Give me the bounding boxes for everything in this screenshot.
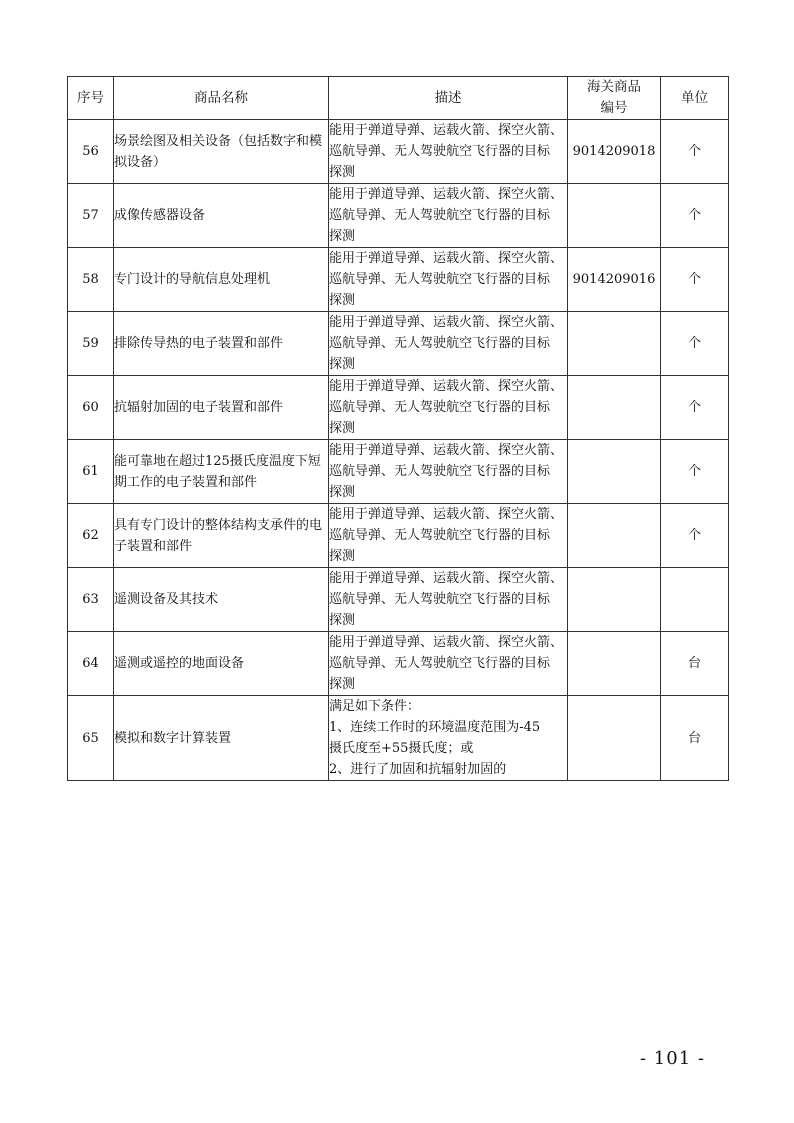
table-row xyxy=(68,440,729,504)
description-line: 探测 xyxy=(329,485,356,500)
description-line: 巡航导弹、无人驾驶航空飞行器的目标 xyxy=(329,272,551,287)
header-goods-name: 商品名称 xyxy=(114,77,329,120)
cell-goods-name: 模拟和数字计算装置 xyxy=(114,696,329,781)
description-line: 探测 xyxy=(329,421,356,436)
header-description: 描述 xyxy=(329,77,568,120)
description-line: 巡航导弹、无人驾驶航空飞行器的目标 xyxy=(329,144,551,159)
description-line: 能用于弹道导弹、运载火箭、探空火箭、 xyxy=(329,187,564,202)
cell-description xyxy=(329,440,568,504)
header-customs-code xyxy=(568,77,661,120)
table-row xyxy=(68,248,729,312)
cell-description xyxy=(329,568,568,632)
cell-customs-code xyxy=(568,696,661,781)
cell-serial-number: 57 xyxy=(68,184,114,248)
cell-customs-code xyxy=(568,184,661,248)
cell-unit: 个 xyxy=(661,184,729,248)
cell-customs-code xyxy=(568,440,661,504)
table-row xyxy=(68,184,729,248)
cell-goods-name: 专门设计的导航信息处理机 xyxy=(114,248,329,312)
cell-serial-number: 61 xyxy=(68,440,114,504)
cell-goods-name: 排除传导热的电子装置和部件 xyxy=(114,312,329,376)
cell-serial-number: 60 xyxy=(68,376,114,440)
description-line: 探测 xyxy=(329,165,356,180)
table-row xyxy=(68,696,729,781)
table-row xyxy=(68,568,729,632)
cell-unit: 台 xyxy=(661,632,729,696)
cell-customs-code xyxy=(568,312,661,376)
cell-unit: 个 xyxy=(661,312,729,376)
description-line: 巡航导弹、无人驾驶航空飞行器的目标 xyxy=(329,528,551,543)
description-line: 能用于弹道导弹、运载火箭、探空火箭、 xyxy=(329,571,564,586)
cell-description xyxy=(329,312,568,376)
description-line: 1、连续工作时的环境温度范围为-45 xyxy=(329,720,541,735)
description-line: 摄氏度至+55摄氏度；或 xyxy=(329,741,474,756)
description-line: 能用于弹道导弹、运载火箭、探空火箭、 xyxy=(329,123,564,138)
table-row xyxy=(68,120,729,184)
page-number: - 101 - xyxy=(640,1048,705,1069)
description-line: 能用于弹道导弹、运载火箭、探空火箭、 xyxy=(329,635,564,650)
cell-unit xyxy=(661,568,729,632)
table-header xyxy=(68,77,729,120)
cell-unit: 个 xyxy=(661,440,729,504)
goods-catalog-table xyxy=(67,76,729,781)
table-row xyxy=(68,632,729,696)
cell-serial-number: 59 xyxy=(68,312,114,376)
cell-goods-name: 具有专门设计的整体结构支承件的电子装置和部件 xyxy=(114,504,329,568)
cell-serial-number: 56 xyxy=(68,120,114,184)
cell-description xyxy=(329,120,568,184)
description-line: 巡航导弹、无人驾驶航空飞行器的目标 xyxy=(329,464,551,479)
description-line: 2、进行了加固和抗辐射加固的 xyxy=(329,762,507,777)
table-body xyxy=(68,120,729,781)
description-line: 探测 xyxy=(329,677,356,692)
cell-serial-number: 65 xyxy=(68,696,114,781)
cell-customs-code xyxy=(568,376,661,440)
description-line: 巡航导弹、无人驾驶航空飞行器的目标 xyxy=(329,400,551,415)
description-line: 探测 xyxy=(329,549,356,564)
description-line: 能用于弹道导弹、运载火箭、探空火箭、 xyxy=(329,379,564,394)
cell-description xyxy=(329,376,568,440)
description-line: 探测 xyxy=(329,293,356,308)
cell-goods-name: 遥测设备及其技术 xyxy=(114,568,329,632)
description-line: 能用于弹道导弹、运载火箭、探空火箭、 xyxy=(329,443,564,458)
header-serial-number: 序号 xyxy=(68,77,114,120)
description-line: 能用于弹道导弹、运载火箭、探空火箭、 xyxy=(329,507,564,522)
header-unit: 单位 xyxy=(661,77,729,120)
header-customs-code-line2: 编号 xyxy=(600,100,628,116)
cell-goods-name: 场景绘图及相关设备（包括数字和模拟设备） xyxy=(114,120,329,184)
cell-description xyxy=(329,184,568,248)
description-line: 能用于弹道导弹、运载火箭、探空火箭、 xyxy=(329,315,564,330)
cell-serial-number: 64 xyxy=(68,632,114,696)
cell-goods-name: 遥测或遥控的地面设备 xyxy=(114,632,329,696)
table-row xyxy=(68,376,729,440)
cell-goods-name: 抗辐射加固的电子装置和部件 xyxy=(114,376,329,440)
cell-customs-code xyxy=(568,632,661,696)
cell-unit: 个 xyxy=(661,248,729,312)
description-line: 探测 xyxy=(329,229,356,244)
description-line: 巡航导弹、无人驾驶航空飞行器的目标 xyxy=(329,592,551,607)
cell-unit: 个 xyxy=(661,120,729,184)
description-line: 巡航导弹、无人驾驶航空飞行器的目标 xyxy=(329,208,551,223)
cell-serial-number: 62 xyxy=(68,504,114,568)
description-line: 满足如下条件： xyxy=(329,699,421,714)
table-row xyxy=(68,504,729,568)
cell-description xyxy=(329,632,568,696)
cell-customs-code xyxy=(568,568,661,632)
cell-description xyxy=(329,504,568,568)
description-line: 巡航导弹、无人驾驶航空飞行器的目标 xyxy=(329,656,551,671)
header-row xyxy=(68,77,729,120)
cell-customs-code: 9014209018 xyxy=(568,120,661,184)
description-line: 探测 xyxy=(329,613,356,628)
cell-unit: 个 xyxy=(661,504,729,568)
cell-unit: 台 xyxy=(661,696,729,781)
cell-serial-number: 63 xyxy=(68,568,114,632)
cell-description xyxy=(329,248,568,312)
cell-goods-name: 成像传感器设备 xyxy=(114,184,329,248)
description-line: 探测 xyxy=(329,357,356,372)
description-line: 能用于弹道导弹、运载火箭、探空火箭、 xyxy=(329,251,564,266)
table-row xyxy=(68,312,729,376)
cell-customs-code xyxy=(568,504,661,568)
cell-goods-name: 能可靠地在超过125摄氏度温度下短期工作的电子装置和部件 xyxy=(114,440,329,504)
header-customs-code-line1: 海关商品 xyxy=(587,79,641,95)
description-line: 巡航导弹、无人驾驶航空飞行器的目标 xyxy=(329,336,551,351)
cell-serial-number: 58 xyxy=(68,248,114,312)
cell-description xyxy=(329,696,568,781)
cell-unit: 个 xyxy=(661,376,729,440)
cell-customs-code: 9014209016 xyxy=(568,248,661,312)
